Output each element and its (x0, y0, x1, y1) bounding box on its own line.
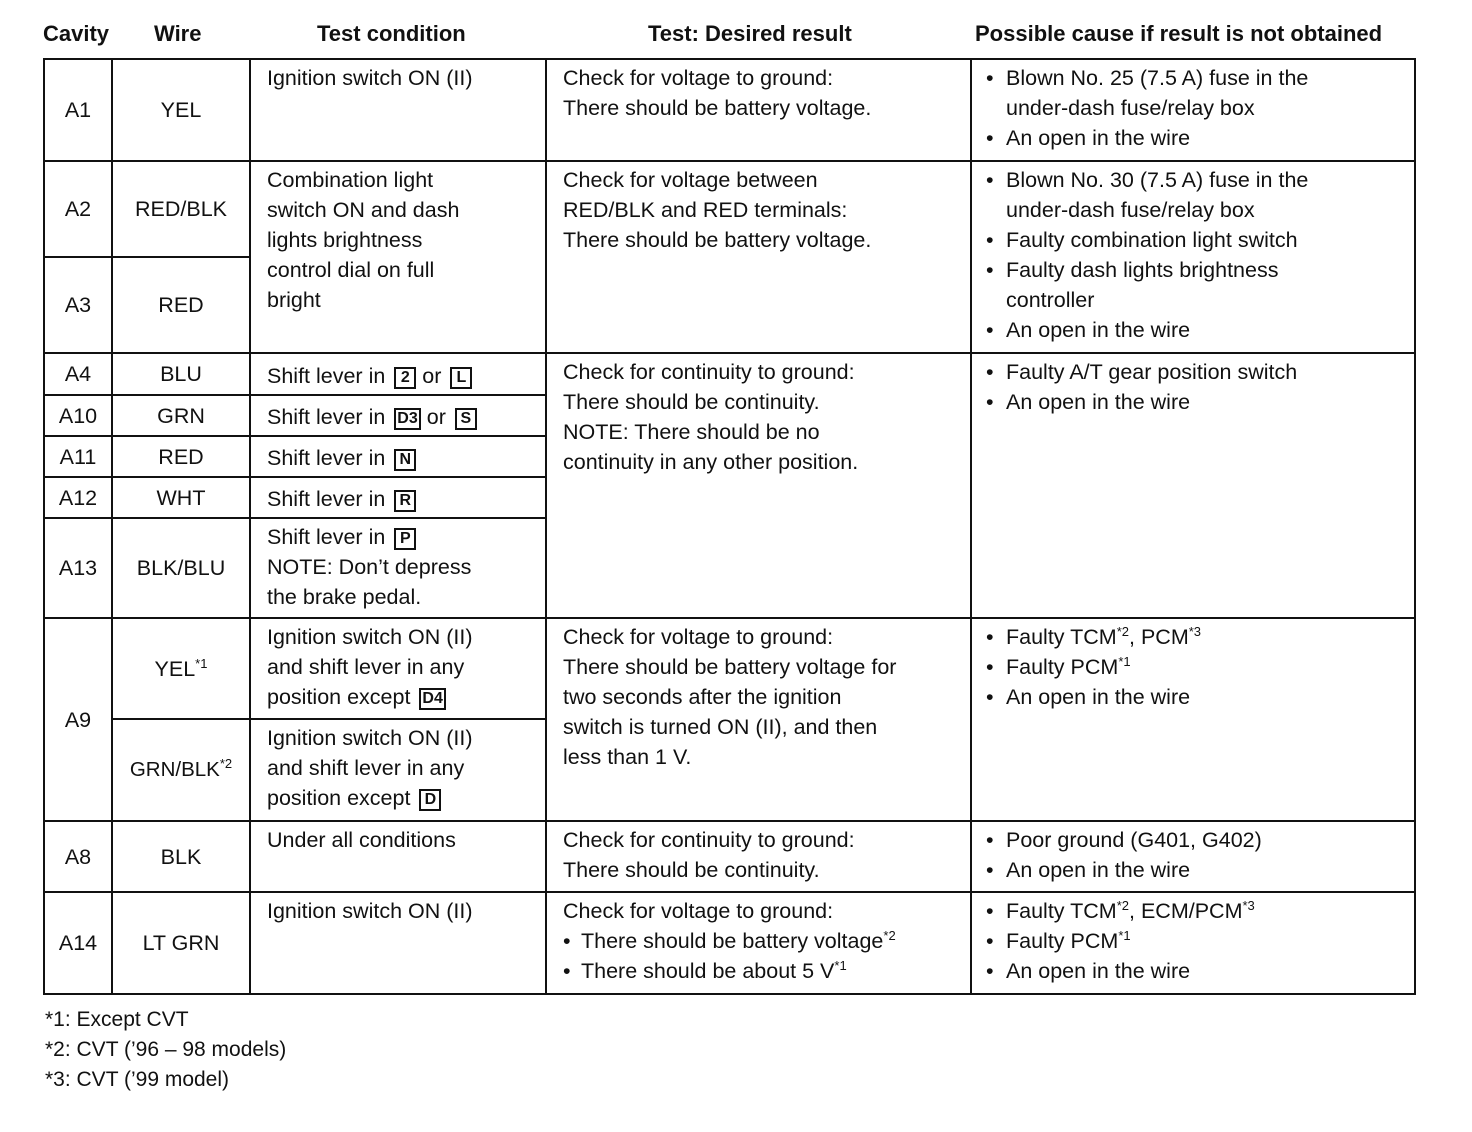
condition-line: Under all conditions (267, 828, 456, 852)
result-line: There should be battery voltage. (563, 96, 872, 120)
test-condition-cell (250, 518, 546, 618)
cavity-cell: A13 (44, 518, 112, 618)
wire-cell: RED (112, 257, 250, 353)
wire-cell: LT GRN (112, 892, 250, 994)
cause-item: • Faulty combination light switch (986, 225, 1408, 255)
condition-line: lights brightness (267, 228, 423, 252)
result-line: Check for voltage to ground: (563, 899, 834, 923)
gear-position-box: D3 (394, 408, 420, 430)
header-test-condition: Test condition (317, 21, 466, 46)
footnote: *1: Except CVT (45, 1008, 189, 1031)
result-line: switch is turned ON (II), and then (563, 715, 878, 739)
result-bullet: • There should be battery voltage$^{*2}$ (563, 926, 962, 956)
desired-result-cell (546, 892, 971, 994)
cavity-cell: A1 (44, 59, 112, 161)
table-row (44, 618, 1415, 719)
cause-item: • An open in the wire (986, 956, 1408, 986)
header-desired-result: Test: Desired result (648, 21, 852, 46)
desired-result-cell (546, 353, 971, 618)
gear-position-box: P (394, 528, 416, 550)
cause-item: • Poor ground (G401, G402) (986, 825, 1408, 855)
footnote: *2: CVT (’96 – 98 models) (45, 1038, 287, 1061)
table-row (44, 892, 1415, 994)
wire-cell: GRN (112, 395, 250, 436)
wire-cell: YEL$^{*1}$ (112, 618, 250, 719)
cause-item: • Blown No. 30 (7.5 A) fuse in the under-dash fuse/relay box (986, 165, 1408, 225)
header-wire: Wire (154, 21, 202, 46)
gear-position-box: L (450, 367, 472, 389)
test-condition-cell (250, 353, 546, 395)
desired-result-cell (546, 821, 971, 892)
condition-line: Shift lever in 2 or L (267, 361, 535, 391)
header-cavity: Cavity (43, 21, 110, 46)
condition-line: Shift lever in R (267, 484, 535, 514)
table-row (44, 353, 1415, 395)
gear-position-box: S (455, 408, 477, 430)
cavity-cell: A10 (44, 395, 112, 436)
cavity-cell: A14 (44, 892, 112, 994)
test-condition-cell (250, 892, 546, 994)
possible-cause-cell (971, 892, 1415, 994)
wire-cell: BLK (112, 821, 250, 892)
cause-item: • An open in the wire (986, 315, 1408, 345)
cavity-cell: A9 (44, 618, 112, 821)
condition-line: Shift lever in P (267, 522, 535, 552)
wire-cell: YEL (112, 59, 250, 161)
possible-cause-cell (971, 821, 1415, 892)
cavity-cell: A12 (44, 477, 112, 518)
result-line: NOTE: There should be no (563, 420, 820, 444)
result-line: There should be battery voltage for (563, 655, 897, 679)
test-condition-cell (250, 618, 546, 719)
condition-line: Shift lever in D3 or S (267, 402, 535, 432)
test-condition-text: Ignition switch ON (II) (267, 66, 473, 90)
cause-item: • Faulty A/T gear position switch (986, 357, 1408, 387)
result-line: Check for voltage to ground: (563, 66, 834, 90)
condition-line: Ignition switch ON (II) (267, 899, 473, 923)
condition-line: the brake pedal. (267, 585, 422, 609)
result-line: RED/BLK and RED terminals: (563, 198, 848, 222)
footnote: *3: CVT (’99 model) (45, 1068, 230, 1091)
cause-item: • An open in the wire (986, 855, 1408, 885)
possible-cause-cell (971, 618, 1415, 821)
test-condition-cell (250, 161, 546, 353)
condition-line: and shift lever in any (267, 655, 465, 679)
result-line: Check for continuity to ground: (563, 828, 855, 852)
result-line: less than 1 V. (563, 745, 692, 769)
test-condition-cell (250, 821, 546, 892)
result-line: There should be continuity. (563, 390, 820, 414)
cause-item: • Faulty TCM$^{*2}$, ECM/PCM$^{*3}$ (986, 896, 1408, 926)
desired-result-cell (546, 59, 971, 161)
result-bullet: • There should be about 5 $V^{*1}$ (563, 956, 962, 986)
table-row (44, 59, 1415, 161)
wire-cell: BLK/BLU (112, 518, 250, 618)
cause-item: • An open in the wire (986, 682, 1408, 712)
table-row (44, 821, 1415, 892)
possible-cause-cell (971, 161, 1415, 353)
result-line: Check for voltage between (563, 168, 818, 192)
condition-line: Ignition switch ON (II) (267, 625, 473, 649)
condition-line: position except D4 (267, 682, 535, 712)
cause-item: • Faulty TCM$^{*2}$, PCM$^{*3}$ (986, 622, 1408, 652)
wire-cell: BLU (112, 353, 250, 395)
cavity-cell: A8 (44, 821, 112, 892)
cause-item: • Blown No. 25 (7.5 A) fuse in the under-dash fuse/relay box (986, 63, 1408, 123)
condition-line: Ignition switch ON (II) (267, 726, 473, 750)
wire-cell: GRN/BLK$^{*2}$ (112, 719, 250, 821)
cavity-cell: A3 (44, 257, 112, 353)
condition-line: Shift lever in N (267, 443, 535, 473)
condition-line: Combination light (267, 168, 434, 192)
condition-line: bright (267, 288, 321, 312)
result-line: There should be continuity. (563, 858, 820, 882)
condition-line: control dial on full (267, 258, 435, 282)
test-condition-cell (250, 395, 546, 436)
cavity-cell: A11 (44, 436, 112, 477)
result-line: There should be battery voltage. (563, 228, 872, 252)
result-line: two seconds after the ignition (563, 685, 842, 709)
test-condition-cell (250, 477, 546, 518)
gear-position-box: D (419, 789, 441, 811)
condition-line: position except D (267, 783, 535, 813)
test-condition-cell (250, 719, 546, 821)
test-condition-cell (250, 436, 546, 477)
result-line: Check for continuity to ground: (563, 360, 855, 384)
cavity-cell: A4 (44, 353, 112, 395)
condition-line: switch ON and dash (267, 198, 460, 222)
cause-item: • An open in the wire (986, 387, 1408, 417)
wire-cell: RED (112, 436, 250, 477)
header-possible-cause: Possible cause if result is not obtained (975, 21, 1383, 46)
result-line: continuity in any other position. (563, 450, 859, 474)
gear-position-box: R (394, 490, 416, 512)
condition-line: NOTE: Don’t depress (267, 555, 472, 579)
gear-position-box: N (394, 449, 416, 471)
test-condition-cell (250, 59, 546, 161)
possible-cause-cell (971, 353, 1415, 618)
desired-result-cell (546, 161, 971, 353)
table-row (44, 161, 1415, 257)
cause-item: • Faulty PCM$^{*1}$ (986, 652, 1408, 682)
connector-test-table (43, 58, 1416, 995)
result-line: Check for voltage to ground: (563, 625, 834, 649)
wire-cell: RED/BLK (112, 161, 250, 257)
condition-line: and shift lever in any (267, 756, 465, 780)
cause-item: • Faulty PCM$^{*1}$ (986, 926, 1408, 956)
gear-position-box: D4 (419, 688, 445, 710)
cause-item: • An open in the wire (986, 123, 1408, 153)
desired-result-cell (546, 618, 971, 821)
gear-position-box: 2 (394, 367, 416, 389)
cause-item: • Faulty dash lights brightness controller (986, 255, 1408, 315)
wire-cell: WHT (112, 477, 250, 518)
cavity-cell: A2 (44, 161, 112, 257)
possible-cause-cell (971, 59, 1415, 161)
